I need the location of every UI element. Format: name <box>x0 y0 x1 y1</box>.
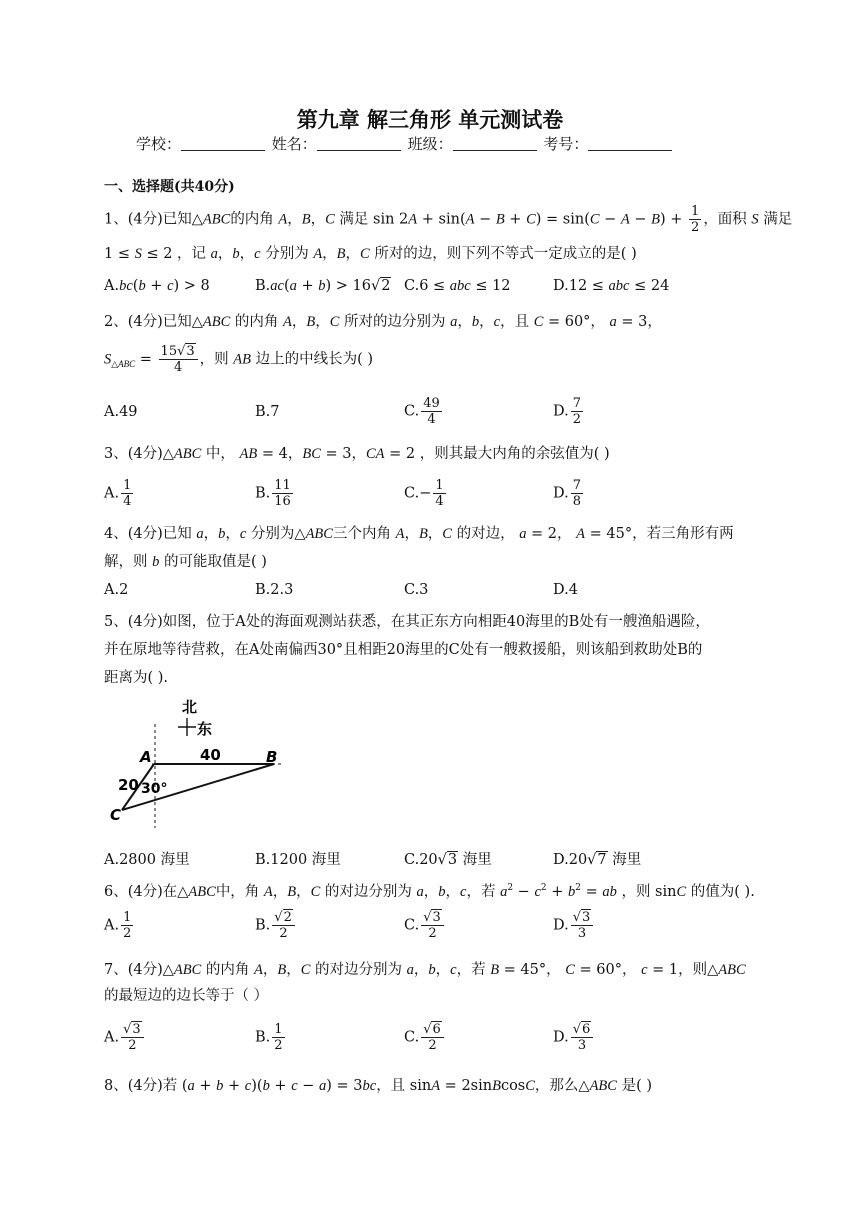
question-7-line-1: 7、(4分)△ABC 的内角 A，B，C 的对边分别为 a，b，c，若 B = 45°， C = 60°， c = 1，则△ABC <box>104 962 746 978</box>
q4-option-b[interactable]: B.2.3 <box>255 582 294 598</box>
question-5-line-2: 并在原地等待营救，在A处南偏西30°且相距20海里的C处有一艘救援船，则该船到救助处B的 <box>104 642 703 658</box>
point-c-label: C <box>110 806 122 824</box>
angle-label: 30° <box>141 781 168 797</box>
question-1-line-2: 1 ≤ S ≤ 2 ，记 a，b，c 分别为 A，B，C 所对的边，则下列不等式一定成立的是( ) <box>104 246 637 262</box>
q2-option-c[interactable]: C. $\frac{49}{4}$ <box>404 396 440 427</box>
question-2-line-2: $S_{\triangle ABC}$ = $\frac{15√3}{4}$ ，则 AB 边上的中线长为( ) <box>104 344 374 375</box>
question-3-line-1: 3、(4分)△ABC 中， AB = 4，BC = 3，CA = 2 ，则其最大内角的余弦值为( ) <box>104 446 610 462</box>
question-4-line-2: 解，则 b 的可能取值是( ) <box>104 554 267 570</box>
point-a-label: A <box>140 748 152 766</box>
question-4-line-1: 4、(4分)已知 a，b，c 分别为△ABC三个内角 A，B，C 的对边， a = 2， A = 45°，若三角形有两 <box>104 526 734 542</box>
q7-option-c[interactable]: C. $\frac{√6}{2}$ <box>404 1022 446 1053</box>
point-b-label: B <box>266 748 278 766</box>
q1-option-a[interactable]: A.bc(b + c) > 8 <box>104 278 210 294</box>
class-blank[interactable] <box>453 136 537 151</box>
question-5-line-1: 5、(4分)如图，位于A处的海面观测站获悉，在其正东方向相距40海里的B处有一艘渔船遇险， <box>104 614 710 630</box>
q4-option-a[interactable]: A.2 <box>104 582 129 598</box>
q6-option-b[interactable]: B. $\frac{√2}{2}$ <box>255 910 297 941</box>
question-2-line-1: 2、(4分)已知△ABC 的内角 A，B，C 所对的边分别为 a，b，c，且 C = 60°， a = 3， <box>104 314 662 330</box>
q3-option-b[interactable]: B. $\frac{11}{16}$ <box>255 478 291 509</box>
name-blank[interactable] <box>317 136 401 151</box>
q3-option-a[interactable]: A. $\frac{1}{4}$ <box>104 478 132 509</box>
q1-option-d[interactable]: D.12 ≤ abc ≤ 24 <box>553 278 670 294</box>
east-label: 东 <box>197 720 213 738</box>
q7-option-d[interactable]: D. $\frac{√6}{3}$ <box>553 1022 595 1053</box>
distance-ac-label: 20 <box>118 776 139 794</box>
name-label: 姓名： <box>271 135 317 153</box>
q5-option-d[interactable]: D.20√7 海里 <box>553 852 642 868</box>
question-8-line-1: 8、(4分)若 (a + b + c)(b + c − a) = 3bc，且 sinA = 2sinBcosC，那么△ABC 是( ) <box>104 1078 653 1094</box>
question-7-line-2: 的最短边的边长等于（ ） <box>104 988 269 1004</box>
q2-option-a[interactable]: A.49 <box>104 404 138 420</box>
exam-no-label: 考号： <box>543 135 589 153</box>
q2-option-b[interactable]: B.7 <box>255 404 280 420</box>
exam-no-blank[interactable] <box>588 136 672 151</box>
north-label: 北 <box>182 698 198 716</box>
q2-option-d[interactable]: D. $\frac{7}{2}$ <box>553 396 581 427</box>
q6-option-a[interactable]: A. $\frac{1}{2}$ <box>104 910 132 941</box>
q1-option-c[interactable]: C.6 ≤ abc ≤ 12 <box>404 278 511 294</box>
question-5-line-3: 距离为( ). <box>104 670 169 686</box>
q5-option-a[interactable]: A.2800 海里 <box>104 852 190 868</box>
q4-option-d[interactable]: D.4 <box>553 582 578 598</box>
q4-option-c[interactable]: C.3 <box>404 582 429 598</box>
q7-option-b[interactable]: B. $\frac{1}{2}$ <box>255 1022 283 1053</box>
school-blank[interactable] <box>181 136 265 151</box>
school-label: 学校： <box>136 135 182 153</box>
q3-option-d[interactable]: D. $\frac{7}{8}$ <box>553 478 581 509</box>
q6-option-c[interactable]: C. $\frac{√3}{2}$ <box>404 910 446 941</box>
class-label: 班级： <box>407 135 453 153</box>
distance-ab-label: 40 <box>200 746 221 764</box>
section-heading: 一、选择题(共40分) <box>104 179 235 195</box>
q6-option-d[interactable]: D. $\frac{√3}{3}$ <box>553 910 595 941</box>
question-1-line-1: 1、(4分)已知△ABC的内角 A，B，C 满足 sin 2A + sin(A − B + C) = sin(C − A − B) + $\frac{1}{2}$ ，面积 S 满足 <box>104 204 793 235</box>
question-6-line-1: 6、(4分)在△ABC中，角 A，B，C 的对边分别为 a，b，c，若 $a^2 - c^2 + b^2$ = ab ，则 sinC 的值为( ). <box>104 883 755 900</box>
q7-option-a[interactable]: A. $\frac{√3}{2}$ <box>104 1022 146 1053</box>
student-info-row <box>136 133 674 154</box>
q5-option-b[interactable]: B.1200 海里 <box>255 852 341 868</box>
navigation-figure <box>104 696 304 836</box>
page-title: 第九章 解三角形 单元测试卷 <box>296 107 564 132</box>
q3-option-c[interactable]: C.− $\frac{1}{4}$ <box>404 478 444 509</box>
q5-option-c[interactable]: C.20√3 海里 <box>404 852 492 868</box>
q1-option-b[interactable]: B.ac(a + b) > 16√2 <box>255 278 391 294</box>
